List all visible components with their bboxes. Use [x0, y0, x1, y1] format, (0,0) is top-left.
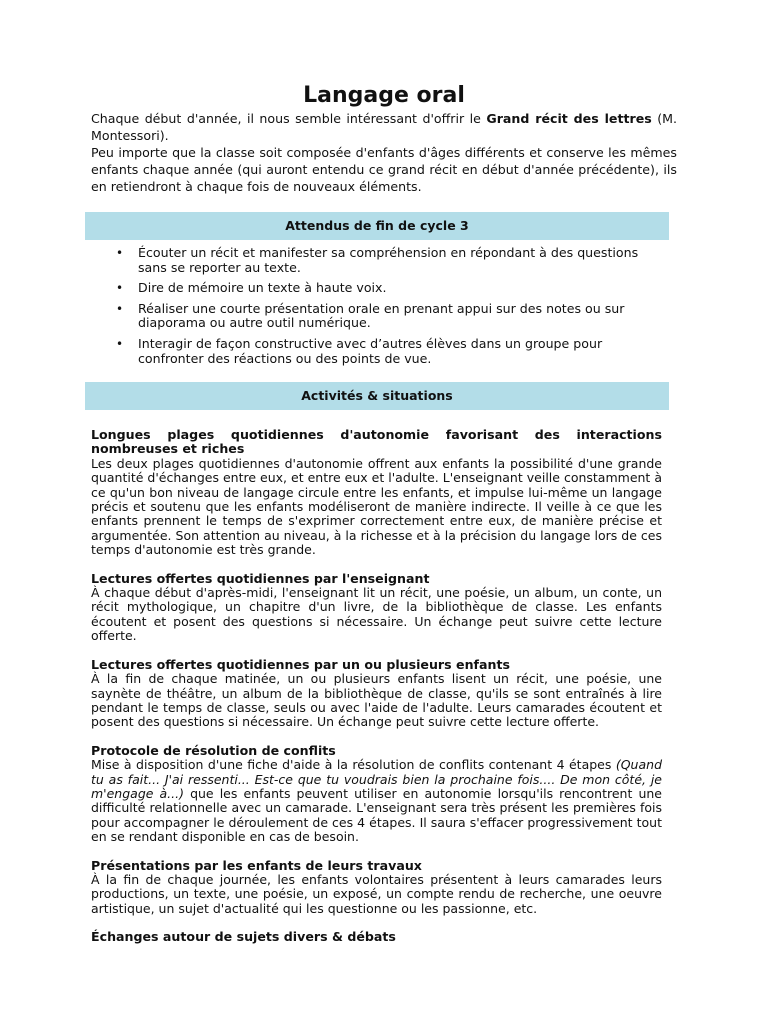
- list-item: [110, 337, 655, 366]
- bullet-icon: •: [116, 301, 124, 316]
- intro-text-end: (M. Montessori).: [91, 111, 677, 143]
- section-text: [91, 758, 662, 844]
- page-title: Langage oral: [303, 82, 465, 108]
- list-item-text: Réaliser une courte présentation orale en prenant appui sur des notes ou sur diaporama ou autre outil numérique.: [138, 300, 625, 331]
- section-conflits: [91, 744, 662, 845]
- activities-sections: [91, 428, 662, 959]
- list-item: [110, 281, 655, 296]
- section-text-part: que les enfants peuvent utiliser en autonomie lorsqu'ils rencontrent une difficulté relationnelle avec un camarade. L'enseignant sera très présent les premières fois pour accompagner le déroulement de ces 4 étapes. Il saura s'effacer progressivement tout en se rendant disponible en cas de besoin.: [91, 785, 662, 845]
- section-heading: Échanges autour de sujets divers & débats: [91, 929, 396, 945]
- intro-paragraph-1: [91, 110, 677, 144]
- list-item: [110, 302, 655, 331]
- intro-block: [91, 110, 677, 195]
- section-band-activites: Activités & situations: [85, 382, 669, 410]
- list-item-text: Dire de mémoire un texte à haute voix.: [138, 280, 387, 296]
- section-echanges: [91, 930, 662, 944]
- intro-paragraph-2: Peu importe que la classe soit composée d'enfants d'âges différents et conserve les mêmes enfants chaque année (qui auront entendu ce grand récit en début d'année précédente), ils en retiendront à chaque fois de nouveaux éléments.: [91, 145, 677, 194]
- list-item-text: Interagir de façon constructive avec d’autres élèves dans un groupe pour confronter des réactions ou des points de vue.: [138, 335, 603, 366]
- bullet-icon: •: [116, 246, 124, 260]
- section-heading: Protocole de résolution de conflits: [91, 742, 336, 758]
- section-lectures-enseignant: [91, 572, 662, 644]
- list-item-text: Écouter un récit et manifester sa compréhension en répondant à des questions sans se reporter au texte.: [138, 245, 639, 275]
- section-lectures-enfants: [91, 658, 662, 730]
- section-autonomie: [91, 428, 662, 558]
- section-presentations: [91, 859, 662, 917]
- section-text: Les deux plages quotidiennes d'autonomie offrent aux enfants la possibilité d'une grande quantité d'échanges entre eux, et entre eux et l'adulte. L'enseignant veille constamment à ce qu'un bon niveau de langage circule entre les enfants, et impulse lui-même un langage précis et soutenu que les enfants modéliseront de manière indirecte. Il veille à ce que les enfants prennent le temps de s'exprimer correctement entre eux, de manière précise et argumentée. Son attention au niveau, à la richesse et à la précision du langage lors de ces temps d'autonomie est très grande.: [91, 455, 662, 558]
- section-heading: Présentations par les enfants de leurs travaux: [91, 857, 422, 873]
- section-italic-text: (Quand tu as fait... J'ai ressenti... Est-ce que tu voudrais bien la prochaine fois.... De mon côté, je m'engage à...): [91, 757, 662, 801]
- list-item: [110, 246, 655, 275]
- bullet-icon: •: [116, 281, 124, 296]
- attendus-list: [110, 246, 655, 372]
- section-text: À chaque début d'après-midi, l'enseignant lit un récit, une poésie, un album, un conte, un récit mythologique, un chapitre d'un livre, de la bibliothèque de classe. Les enfants écoutent et posent des questions si nécessaire. Un échange peut suivre cette lecture offerte.: [91, 585, 662, 644]
- intro-bold-text: Grand récit des lettres: [486, 111, 652, 126]
- section-heading: Longues plages quotidiennes d'autonomie favorisant des interactions nombreuses et riches: [91, 427, 662, 457]
- section-heading: Lectures offertes quotidiennes par l'enseignant: [91, 570, 430, 586]
- section-text-part: Mise à disposition d'une fiche d'aide à la résolution de conflits contenant 4 étapes: [91, 757, 616, 773]
- section-text: À la fin de chaque journée, les enfants volontaires présentent à leurs camarades leurs productions, un texte, une poésie, un exposé, un compte rendu de recherche, une oeuvre artistique, un sujet d'actualité qui les questionne ou les passionne, etc.: [91, 871, 662, 916]
- section-text: À la fin de chaque matinée, un ou plusieurs enfants lisent un récit, une poésie, une saynète de théâtre, un album de la bibliothèque de classe, qu'ils se sont entraînés à lire pendant le temps de classe, seuls ou avec l'aide de l'adulte. Leurs camarades écoutent et posent des questions si nécessaire. Un échange peut suivre cette lecture offerte.: [91, 671, 662, 730]
- bullet-icon: •: [116, 336, 124, 351]
- intro-text: Chaque début d'année, il nous semble intéressant d'offrir le: [91, 111, 487, 126]
- section-heading: Lectures offertes quotidiennes par un ou plusieurs enfants: [91, 656, 510, 672]
- section-band-attendus: Attendus de fin de cycle 3: [85, 212, 669, 240]
